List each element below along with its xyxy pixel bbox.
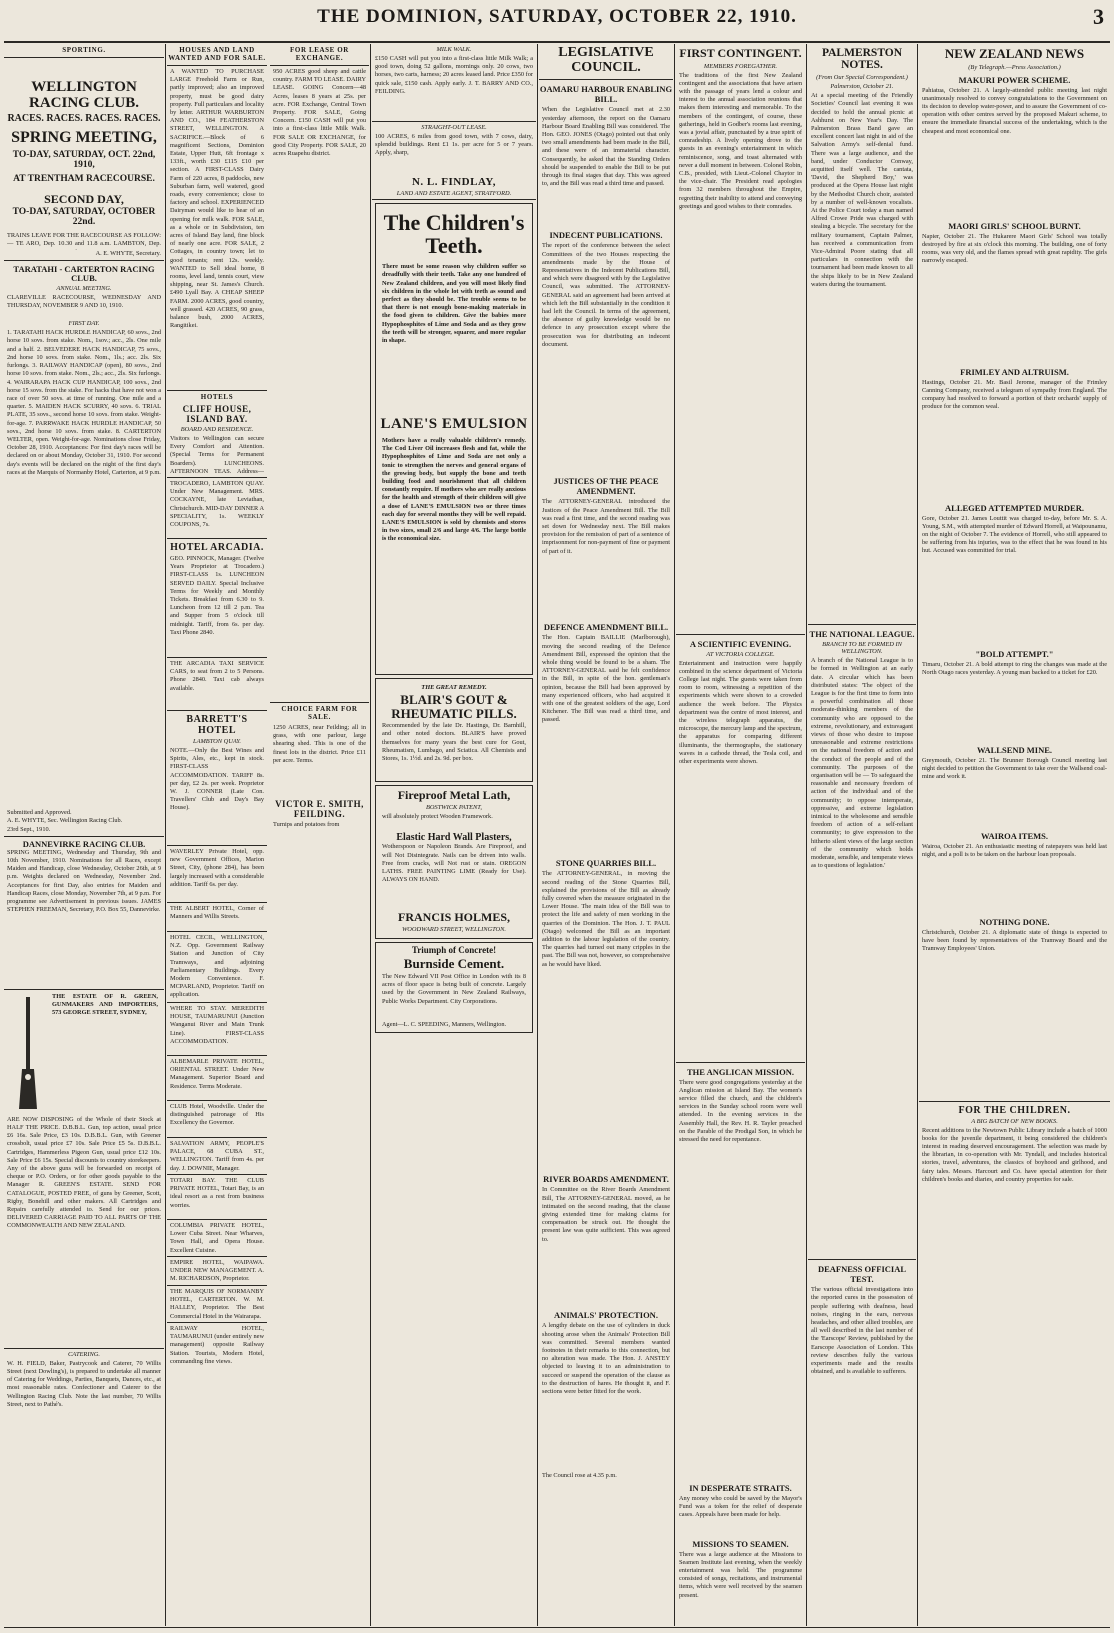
gun-body: ARE NOW DISPOSING of the Whole of their Stock at HALF THE PRICE. D.B.B.L. Gun, top action, usual price £6 16s. Sale Price, £3 10s. D.B.B.L. Gun, with Greener crossbolt, usual price £7 10s. Sale Price £5 5s. D.B.B.L. Cartridges, Hammerless Pigeon Gun, usual price £12 10s. Sale Price £6 15s. Special discounts to country storekeepers. Any of the above guns will be forwarded on receipt of cheque or P.O. Orders, or for other goods payable to the Manager R. GREEN'S ESTATE. SEND FOR CATALOGUE, POSTED FREE, of guns by Greener, Scott, Rigby, Bonehill and other makers. All Cartridges and Repairs carefully attended to. Send for our prices. DELIVERED CARRIAGE PAID TO ALL PARTS OF THE COMMONWEALTH AND NEW ZEALAND.	[7, 1115, 161, 1230]
article-heading: THE ANGLICAN MISSION.	[687, 1066, 794, 1077]
article-body: A branch of the National League is to be formed in Wellington at an early date. A circular which has been distributed states: 'The object of the League is for the first time to form into a powerful combination all those moderate-thinking members of the community who are opposed to the extreme, revolutionary, and extravagant views of those who desire to impose unreasonable and extreme restrictions on the national freedom of action and the conduct of the people and of the community. The purposes of the organisation will be — To safeguard the reasonable and necessary freedom of action of the individual and of the community; to oppose intemperate, oppressive, and extreme legislation inimical to the wholesome and sensible freedom of action of a self-reliant community; to give expression to the hitherto silent views of the large section of the community which holds moderate, sensible, and temperate views as to questions of legislation.'	[811, 657, 913, 870]
second-day: SECOND DAY,	[44, 191, 124, 206]
article-heading: OAMARU HARBOUR ENABLING BILL.	[539, 84, 673, 105]
article-heading: JUSTICES OF THE PEACE AMENDMENT.	[553, 476, 659, 497]
plaster-title: Elastic Hard Wall Plasters,	[396, 831, 512, 843]
article-heading: THE NATIONAL LEAGUE.	[809, 629, 915, 640]
holmes-address: WOODWARD STREET, WELLINGTON.	[401, 925, 507, 933]
houses-listings: A WANTED TO PURCHASE LARGE Freehold Farm or Run, partly improved; also an improved property, must be good dairy property. Full particulars and locality by letter. ARTHUR WARBURTON AND CO., 184 FEATHERSTON STREET, WELLINGTON. A SACRIFICE.—Block of 6 magnificent Sections, Dominion Estate, Upper Hutt, 6ft frontage x 133ft., worth £30 £115 £10 per section. A FIRST-CLASS Dairy Farm of 220 acres, 8 paddocks, new Suburban farm, well watered, good roads, every convenience; close to factory and school. EXPERIENCED Dairyman would like to hear of an opening for milk walk. FOR SALE, as a whole or in Subdivision, ten acres of Island Bay land, fine block of nearly one acre. FOR SALE, 2 Cottages, in country town; let to good tenants; rent 12s. weekly. WANTED to Sell ideal home, 8 rooms, level land, tennis court, view shipping, near St. James's Church. £490 Lyall Bay. A CHEAP SHEEP FARM. 2000 ACRES, good country, well grassed. 420 ACRES, 90 grass, balance bush, 2000 ACRES, Rangitikei.	[170, 68, 264, 330]
meeting-date: TO-DAY, SATURDAY, OCT. 22nd, 1910,	[12, 149, 156, 170]
article-body: At a special meeting of the Friendly Societies' Council last evening it was decided to hold the annual picnic at Ashhurst on New Year's Day. The Palmerston Brass Band gave an excellent concert last night in aid of the Salvation Army's self-denial fund. There was a large audience, and the band, under Conductor Conway, acquitted itself well. The cantata, 'David, the Shepherd Boy,' was produced at the Opera House last night by the Methodist Church choir, assisted by a number of well-known vocalists. At the Police Court today a man named Alfred Crowe Pride was charged with stealing a bicycle. The secretary for the military tournament, Captain Palmer, has received a communication from Vice-Admiral Poore stating that all particulars in connection with the tournament had been made known to all the ships likely to be in New Zealand waters during the tournament.	[811, 92, 913, 288]
masthead	[0, 0, 1114, 42]
train-times: TRAINS LEAVE FOR THE RACECOURSE AS FOLLOW:— TE ARO, Dep. 10.30 and 11.8 a.m. LAMBTON, Dep.	[7, 232, 161, 248]
club-name: WELLINGTON RACING CLUB.	[28, 79, 139, 111]
page-number: 3	[1093, 4, 1104, 29]
column-rule	[370, 44, 371, 1626]
metal-lath-advert	[375, 785, 533, 939]
second-day-date: TO-DAY, SATURDAY, OCTOBER 22nd.	[12, 207, 156, 228]
race-program: 1. TARATAHI HACK HURDLE HANDICAP, 60 sovs., 2nd horse 10 sovs. from stake. Nom., 1sov.; acc., 2ls. One mile and a half. 2. BELVEDERE HACK HANDICAP, 75 sovs., 2nd horse 10 sovs. from stake. Nom., 1ls.; acc. 2ls. Six furlongs. 3. RAILWAY HANDICAP (open), 80 sovs., 2nd horse 10 sovs. from stake. Nom., 2ls.; acc., 2ls. Six furlongs. 4. WAIRARAPA HACK CUP HANDICAP, 100 sovs., 2nd horse 15 sovs. from the stake. For hacks that have not won a race of over 50 sovs. at time of running. One mile and a quarter. 5. MAIDEN HACK SCURRY, 40 sovs. 6. TRIAL PLATE, 35 sovs., second horse 10 sovs. from stake. Weight-for-age. 7. PARRWAKE HACK HURDLE HANDICAP, 50 sovs., 2nd horse 10 sovs. from stake. 8. CARTERTON WELTER, open. Weight-for-age. Nominations close Friday, October 28, 1910. Acceptances: For first day's races will be declared on or about Monday, October 31, 1910. For second day's events will be declared on the night of the first day's races at the Marquis of Normanby Hotel, Carterton, at 9 p.m.	[7, 329, 161, 476]
cement-advert	[375, 942, 533, 1033]
approval-date: 23rd Sept., 1910.	[7, 825, 51, 833]
column-houses	[167, 44, 267, 1626]
metal-lath-body: will absolutely protect Wooden Framework.	[382, 812, 493, 820]
column-rule	[806, 44, 807, 1626]
lanes-emulsion-advert	[375, 203, 533, 675]
lanes-emulsion-body: Mothers have a really valuable children's remedy. The Cod Liver Oil increases flesh and fat, while the Hypophosphites of Lime and Soda are not only a tonic to strengthen the nerves and general organs of the growing body, but supply the bone and teeth building food and nourishment that all children constantly require. If mothers who are really anxious for the health and strength of their children will give a dose of LANE'S EMULSION two or three times each day for several months they will be well repaid. LANE'S EMULSION is sold by chemists and stores in two sizes, small 2/6 and large 4/6. The large bottle is the economical size.	[382, 436, 526, 543]
article-body: The ATTORNEY-GENERAL introduced the Justices of the Peace Amendment Bill. The Bill was read a first time, and the second reading was set down for Wednesday next. The Bill makes provision for the remission of part of a sentence of imprisonment for non-payment of fine or payment of part of it.	[542, 498, 670, 555]
article-body: Christchurch, October 21. A diplomatic state of things is expected to have been found by representatives of the Tramway Board and the Tramway Employees' Union.	[922, 928, 1107, 953]
lease-listings: 950 ACRES good sheep and cattle country. FARM TO LEASE. DAIRY LEASE. GOING Concern—48 Acres, leases 8 years at 25s. per acre. FOR Exchange, Central Town Property. FOR SALE, Going Concern. £150 CASH will put you into a first-class little Milk Walk. FOR SALE OR EXCHANGE, for good City Property. FOR SALE, 20 acres Ruapehu district.	[273, 68, 366, 158]
lease-heading: FOR LEASE OR EXCHANGE.	[290, 46, 349, 62]
waverley-ad: WAVERLEY Private Hotel, opp. new Government Offices, Marion Street, City, (phone 284), has been largely increased with a considerable addition. Tariff 6s. per day.	[170, 848, 264, 888]
blairs-pills-advert	[375, 678, 533, 782]
railway-hotel-ad: RAILWAY HOTEL, TAUMARUNUI (under entirely new management) opposite Railway Station. Tourists, Modern Hotel, commanding fine views.	[170, 1325, 264, 1365]
palmerston-dateline: Palmerston, October 21.	[830, 83, 894, 91]
cement-agent: Agent—L. C. SPEEDING, Manners, Wellington.	[382, 1020, 507, 1028]
plaster-body: Wotherspoon or Napoleon Brands. Are Fireproof, and will Not Disintegrate. Nails can be driven into walls. Free from cracks, will Not rust or stain. OREGON LATHS. FREE PAINTING LIME (Ready for Use). ALWAYS ON HAND.	[382, 843, 526, 884]
article-body: The Hon. Captain BAILLIE (Marlborough), moving the second reading of the Defence Amendment Bill, expressed the opinion that the whole thing would be found to be a sham. The ATTORNEY-GENERAL said he felt confidence in the Bill, in spite of the hon. gentleman's opinion, because the Bill had been approved by many experienced officers, who had acquired it with one of the greatest soldiers of the age, Lord Kitchener. The Bill was read a third time, and passed.	[542, 634, 670, 724]
findlay-sub: LAND AND ESTATE AGENT, STRATFORD.	[396, 190, 512, 197]
article-heading: DEFENCE AMENDMENT BILL.	[543, 622, 669, 633]
meeting-venue: AT TRENTHAM RACECOURSE.	[13, 173, 155, 184]
column-palmerston	[808, 44, 916, 1626]
page-bottom-rule	[4, 1627, 1110, 1628]
article-heading: MAORI GIRLS' SCHOOL BURNT.	[948, 220, 1081, 231]
article-heading: "BOLD ATTEMPT."	[975, 648, 1054, 659]
palmerston-title: PALMERSTON NOTES.	[821, 47, 903, 72]
article-body: There were good congregations yesterday at the Anglican mission at Island Bay. The women's service filled the church, and the children's services in the Sunday school room were well attended. In the evening services in the Assembly Hall, the Rev. H. R. Tayler preached on the Parable of the Prodigal Son, in which he stressed the need for repentance.	[679, 1078, 802, 1144]
empire-ad: EMPIRE HOTEL, WAIPAWA. UNDER NEW MANAGEMENT. A. M. RICHARDSON, Proprietor.	[170, 1259, 264, 1283]
palmerston-source: (From Our Special Correspondent.)	[816, 74, 908, 82]
barretts-body: NOTE.—Only the Best Wines and Spirits, Ales, etc., kept in stock. FIRST-CLASS ACCOMMODATION. TARIFF 8s. per day, £2 2s. per week. Proprietor W. J. CONNER (Late Con. Travellers' Club and Day's Bay House).	[170, 747, 264, 812]
taratahi-heading: TARATAHI - CARTERTON RACING CLUB.	[13, 264, 155, 284]
lease-heading-2: STRAIGHT-OUT LEASE.	[421, 124, 487, 131]
contingent-sub: MEMBERS FOREGATHER.	[703, 62, 778, 70]
crop-line: Turnips and potatoes from	[273, 821, 340, 828]
marquis-ad: THE MARQUIS OF NORMANBY HOTEL, CARTERTON. W. M. HALLEY, Proprietor. The Best Commercial Hotel in the Wairarapa.	[170, 1288, 264, 1320]
metal-lath-sub: BOSTWICK PATENT,	[426, 803, 482, 811]
columbia-ad: COLUMBIA PRIVATE HOTEL, Lower Cuba Street. Near Wharves, Town Hall, and Opera House. Excellent Cuisine.	[170, 1222, 264, 1254]
lease-body-2: 100 ACRES, 6 miles from good town, with 7 cows, dairy, splendid buildings. Rent £1 1s. per acre for 5 or 7 years. Apply, sharp,	[375, 133, 533, 157]
gun-heading: THE ESTATE OF R. GREEN, GUNMAKERS AND IMPORTERS, 573 GEORGE STREET, SYDNEY,	[52, 992, 158, 1017]
article-heading: WAIROA ITEMS.	[980, 830, 1049, 841]
article-body: Timaru, October 21. A bold attempt to ring the changes was made at the North Otago races yesterday. A young man backed to a ticket for £20.	[922, 660, 1107, 676]
lanes-emulsion-title: LANE'S EMULSION	[380, 416, 528, 433]
nz-news-source: (By Telegraph.—Press Association.)	[968, 63, 1061, 71]
salvation-army-ad: SALVATION ARMY, PEOPLE'S PALACE, 68 CUBA ST., WELLINGTON. Tariff from 4s. per day. J. DOWNIE, Manager.	[170, 1140, 264, 1172]
article-heading: FOR THE CHILDREN.	[958, 1104, 1071, 1116]
article-sub: BRANCH TO BE FORMED IN WELLINGTON.	[822, 641, 902, 656]
cliff-house-heading: CLIFF HOUSE, ISLAND BAY.	[182, 404, 252, 424]
holmes-name: FRANCIS HOLMES,	[397, 910, 510, 925]
trocadero-ad: TROCADERO, LAMBTON QUAY. Under New Management. MRS. COCKAYNE, late Leviathan, Christchurch. MID-DAY DINNER A SPECIALITY, 1s. WEEKLY COUPONS, 7s.	[170, 480, 264, 529]
section-title: HOUSES AND LAND WANTED AND FOR SALE.	[168, 46, 266, 62]
rifle-illustration	[7, 993, 49, 1113]
article-sub: AT VICTORIA COLLEGE.	[706, 650, 775, 658]
article-body: The ATTORNEY-GENERAL, in moving the second reading of the Stone Quarries Bill, explained the provisions of the Bill as already fully covered when the measure originated in the Lower House. The main idea of the Bill was to protect the life and safety of men working in the quarries of the Dominion. The Hon. J. T. PAUL (Otago) welcomed the Bill as an important addition to the labour legislation of the country. The quarries had turned out many cripples in the past. The Bill was not, however, so comprehensive as he would have liked.	[542, 870, 670, 968]
column-rule	[537, 44, 538, 1626]
article-body: Recent additions to the Newtown Public Library include a batch of 1000 books for the juvenile department, it being considered the children's interest in reading deserved encouragement. The selection was made by the librarian, in co-operation with Mr. Tyndall, and includes historical stories, travel, adventures, the classics of boyhood and girlhood, and fairy tales. Messrs. Harcourt and Co. have special attention for their children's books and diaries, and country properties for sale.	[922, 1126, 1107, 1183]
blair-title: BLAIR'S GOUT & RHEUMATIC PILLS.	[391, 691, 517, 721]
article-heading: A SCIENTIFIC EVENING.	[689, 638, 792, 649]
approval-signature: A. E. WHYTE, Sec. Wellington Racing Club.	[7, 817, 123, 825]
nz-news-title: NEW ZEALAND NEWS	[944, 46, 1085, 61]
albert-ad: THE ALBERT HOTEL, Corner of Manners and Willis Streets.	[170, 905, 264, 921]
signature: A. E. WHYTE, Secretary.	[95, 250, 161, 258]
totari-ad: TOTARI BAY. THE CLUB PRIVATE HOTEL, Totari Bay, is an ideal resort as a rest from business worries.	[170, 1177, 264, 1209]
column-rule	[165, 44, 166, 1626]
catering-body: W. H. FIELD, Baker, Pastrycook and Caterer, 70 Willis Street (next Dowling's), is prepared to undertake all manner of Catering for Weddings, Parties, Banquets, Dances, etc., at most reasonable rates. Confectioner and Caterer to the Wellington Racing Club. Note the last number, 70 Willis Street, next to Pathé's.	[7, 1359, 161, 1408]
advert-title: The Children's Teeth.	[383, 210, 525, 259]
column-adverts	[372, 44, 536, 1626]
article-body: Greymouth, October 21. The Brunner Borough Council meeting last night decided to petition the Government to take over the Wallsend coal-mine and work it.	[922, 756, 1107, 781]
choice-farm-heading: CHOICE FARM FOR SALE.	[281, 705, 358, 721]
milk-walk-body: £150 CASH will put you into a first-class little Milk Walk; a good town, doing 52 gallons, mornings only. 20 cows, two horses, two carts, harness; 20 acres leased land. Price £350 for quick sale, £150 cash. Apply early. J. T. BARRY AND CO., FEILDING.	[375, 55, 533, 95]
races-line: RACES. RACES. RACES. RACES.	[7, 112, 161, 124]
article-footer: The Council rose at 4.35 p.m.	[542, 1472, 617, 1480]
victor-smith: VICTOR E. SMITH, FEILDING.	[275, 799, 364, 819]
column-legislative	[539, 44, 673, 1626]
column-contingent	[676, 44, 805, 1626]
choice-farm-body: 1250 ACRES, near Feilding; all in grass, with one parlour, large shearing shed. This is one of the finest lots in the district. Price £11 per acre. Terms.	[273, 724, 366, 764]
contingent-title: FIRST CONTINGENT.	[679, 46, 802, 60]
article-body: In Committee on the River Boards Amendment Bill, The ATTORNEY-GENERAL moved, as he intimated on the second reading, that the clause giving extended time for making claims for compensation be struck out. He thought the present law was quite sufficient. This was agreed to.	[542, 1186, 670, 1243]
first-day-label: FIRST DAY.	[68, 320, 100, 328]
arcadia-heading: HOTEL ARCADIA.	[170, 542, 264, 553]
blair-heading: THE GREAT REMEDY.	[421, 683, 487, 691]
article-heading: MAKURI POWER SCHEME.	[958, 74, 1071, 85]
article-body: The various official investigations into the reported cures in the possession of people suffering with deafness, head noises, ringing in the ears, nervous headaches, and other allied troubles, are all well described in the last number of the 'Earscope' Review, published by the Earscope Association of London. This review describes fully the various experiments made and the results obtained, and is available to sufferers.	[811, 1286, 913, 1376]
column-sporting	[4, 44, 164, 1626]
taxi-ad: THE ARCADIA TAXI SERVICE CARS, to seat from 2 to 5 Persons. Phone 2840. Taxi cab always available.	[170, 660, 264, 692]
article-heading: RIVER BOARDS AMENDMENT.	[543, 1174, 669, 1185]
article-body: Pahiatua, October 21. A largely-attended public meeting last night unanimously resolved to convey congratulations to the Government on its decision to develop water-power, and to assure the Government of co-operation with other centres served by the proposed Makuri scheme, to ensure the immediate financial success of the undertaking, which is the cheapest and most economical one.	[922, 86, 1107, 135]
barretts-location: LAMBTON QUAY.	[193, 738, 241, 745]
article-body: The traditions of the first New Zealand contingent and the associations that have arisen with the passage of years lend a colour and interest to the annual association reunions that makes them interesting and memorable. To the members of the contingent, of course, these gatherings, held in Godber's rooms last evening, was a jovial affair, punctuated by a true spirit of comradeship. A lively opening drove to the guests in an evening's entertainment in which reminiscence, song, and toast alternated with never a dull moment in between. Colonel Robin, C.B., presided, with Lieut.-Colonel Chaytor in the vice-chair. The President read apologies from 32 members throughout the Empire, regretting their inability to attend and conveying greetings and good wishes to their comrades.	[679, 71, 802, 210]
column-nz-news	[919, 44, 1110, 1626]
article-heading: NOTHING DONE.	[979, 916, 1050, 927]
article-body: Entertainment and instruction were happily combined in the science department of Victoria College last night. The guests were taken from room to room, witnessing a repetition of the experiments which were shown to a crowded audience the week before. The Physics department was the centre of most interest, and the wireless telegraph apparatus, the microscope, the mercury lamp and the spectrum, the apparatus for comparing different illuminants, the thermographs, the stationary waves in a cathode thread, the Tesla coil, and other experiments were shown.	[679, 659, 802, 766]
article-body: A lengthy debate on the use of cylinders in duck shooting arose when the Animals' Protection Bill was committed. Several members wanted footnotes in their remarks to this connection, but no alteration was made. The Hon. J. ANSTEY objected to leaving it to an administration to succeed or suspend the operation of the clause as to the destruction of hares. He thought it, and F. sections were better fitted for the work.	[542, 1322, 670, 1395]
clareville-dates: CLAREVILLE RACECOURSE, WEDNESDAY AND THURSDAY, NOVEMBER 9 AND 10, 1910.	[7, 294, 161, 310]
annual-meeting: ANNUAL MEETING.	[56, 285, 112, 293]
club-hotel-ad: CLUB Hotel, Woodville. Under the distinguished patronage of His Excellency the Governor.	[170, 1103, 264, 1127]
article-body: There was a large audience at the Missions to Seamen Institute last evening, when the weekly entertainment was held. The programme consisted of songs, recitations, and instrumental items, which were well received by the seamen present.	[679, 1550, 802, 1599]
masthead-rule	[4, 41, 1110, 43]
cement-title: Burnside Cement.	[403, 956, 505, 972]
cliff-house-body: Visitors to Wellington can secure Every Comfort and Attention. (Special Terms for Permanent Boarders). LUNCHEONS. AFTERNOON TEAS. Address—	[170, 435, 264, 475]
article-heading: ALLEGED ATTEMPTED MURDER.	[945, 502, 1084, 513]
dannevirke-body: SPRING MEETING, Wednesday and Thursday, 9th and 10th November, 1910. Nominations for all Races, except Maiden and Handicap, close Wednesday, October 26th, at 9 p.m. Weights declared on Wednesday, November 2nd. Acceptances for first Day, also entries for Maiden and Handicap Races, close Monday, November 7th, at 9 p.m. For programme see Advertisement in previous issues. JAMES STEPHEN FREEMAN, Secretary, P.O. Box 55, Dannevirke.	[7, 848, 161, 914]
article-body: Gore, October 21. James Louttit was charged to-day, before Mr. S. A. Young, S.M., with attempted murder of Edward Horrell, at Waipounamu, on the night of October 7. The evidence of Horrell, who still appeared to be suffering from his injuries, was to the effect that he was found in his hut. Accused was committed for trial.	[922, 514, 1107, 555]
article-body: The report of the conference between the select Committees of the two Houses respecting the amendments made by the House of Representatives in the Indecent Publications Bill, and which were disagreed with by the Legislative Council, was submitted. The ATTORNEY-GENERAL said an agreement had been arrived at which left the Bill substantially in the condition it had left the Council. In terms of the agreement, the absence of guilty knowledge would be no defence in any prosecution except where the prosecution was for distributing an indecent document.	[542, 242, 670, 348]
article-heading: INDECENT PUBLICATIONS.	[549, 230, 663, 241]
section-title: SPORTING.	[62, 46, 106, 54]
metal-lath-title: Fireproof Metal Lath,	[397, 788, 511, 803]
hotels-heading: HOTELS	[200, 393, 234, 401]
albemarle-ad: ALBEMARLE PRIVATE HOTEL, ORIENTAL STREET. Under New Management. Superior Board and Residence. Terms Moderate.	[170, 1058, 264, 1090]
article-body: Wairoa, October 21. An enthusiastic meeting of ratepayers was held last night, and a poll is to be taken on the harbour loan proposals.	[922, 842, 1107, 858]
findlay-name: N. L. FINDLAY,	[411, 176, 497, 188]
legislative-title: LEGISLATIVE COUNCIL.	[558, 45, 654, 75]
article-body: Napier, October 21. The Hukarere Maori Girls' School was totally destroyed by fire at six o'clock this morning. The building, one of forty rooms, was very old, and the flames spread with great rapidity. The girls narrowly escaped.	[922, 232, 1107, 265]
newspaper-title: THE DOMINION, SATURDAY, OCTOBER 22, 1910.	[317, 6, 797, 27]
article-body: Hastings, October 21. Mr. Basil Jerome, manager of the Frimley Canning Company, received a telegram of sympathy from England. The company had resolved to forward a portion of their orchards' supply of produce for the common weal.	[922, 378, 1107, 411]
article-heading: FRIMLEY AND ALTRUISM.	[960, 366, 1069, 377]
article-heading: STONE QUARRIES BILL.	[555, 858, 657, 869]
article-heading: ANIMALS' PROTECTION.	[554, 1310, 658, 1321]
approval-note: Submitted and Approved.	[7, 809, 72, 817]
barretts-heading: BARRETT'S HOTEL	[186, 714, 248, 736]
dannevirke-heading: DANNEVIRKE RACING CLUB.	[22, 838, 146, 849]
meeting-title: SPRING MEETING,	[11, 129, 157, 146]
cliff-house-sub: BOARD AND RESIDENCE.	[180, 426, 254, 433]
article-heading: WALLSEND MINE.	[976, 744, 1053, 755]
gun-advert	[7, 993, 161, 1113]
column-rule	[917, 44, 918, 1626]
where-to-stay-ad: WHERE TO STAY. MEREDITH HOUSE, TAUMARUNUI (Junction Wanganui River and Main Trunk Line). FIRST-CLASS ACCOMMODATION.	[170, 1005, 264, 1045]
blair-body: Recommended by the late Dr. Hastings, Dr. Barnhill, and other noted doctors. BLAIR'S have proved themselves for many years the best cure for Gout, Rheumatism, Lumbago, and Sciatica. All Chemists and Stores, 1s. 1½d. and 2s. 9d. per box.	[382, 722, 526, 763]
milk-walk-heading: MILK WALK.	[436, 46, 472, 53]
column-choice-farm	[270, 700, 369, 1600]
article-heading: DEAFNESS OFFICIAL TEST.	[817, 1264, 907, 1285]
cecil-ad: HOTEL CECIL, WELLINGTON, N.Z. Opp. Government Railway Station and Junction of City Tramways, and adjoining Parliamentary Buildings. Every Modern Convenience. F. MCPARLAND, Proprietor. Tariff on application.	[170, 934, 264, 999]
article-sub: A BIG BATCH OF NEW BOOKS.	[971, 1117, 1058, 1125]
article-body: Any money who could be saved by the Mayor's Fund was a token for the relief of desperate cases. Appeals have been made for help.	[679, 1494, 802, 1518]
article-heading: MISSIONS TO SEAMEN.	[692, 1538, 789, 1549]
arcadia-body: GEO. PINNOCK, Manager. (Twelve Years Proprietor at Trocadero.) FIRST-CLASS 1s. LUNCHEON SERVED DAILY. Special Inclusive Terms for Weekly and Monthly Tickets. Breakfast from 6.30 to 9. Luncheon from 12 till 2 p.m. Tea and Supper from 5 o'clock till midnight. Tariff, from 6s. per day. Taxi Phone 2840.	[170, 555, 264, 636]
cement-body: The New Edward VII Post Office in London with its 8 acres of floor space is being built of concrete. Largely used by the Government in New Zealand Railways, Public Works Department. City Corporations.	[382, 972, 526, 1005]
article-body: When the Legislative Council met at 2.30 yesterday afternoon, the report on the Oamaru Harbour Board Enabling Bill was considered. The Hon. GEO. JONES (Otago) pointed out that only two small amendments had been made in the Bill, and these were of an immaterial character. Consequently, he asked that the Standing Orders should be suspended to enable the Bill to be put through its final stages that day. This was agreed to, and the Bill was read a third time and passed.	[542, 106, 670, 188]
cement-heading: Triumph of Concrete!	[411, 944, 497, 955]
article-heading: IN DESPERATE STRAITS.	[689, 1482, 792, 1493]
advert-body: There must be some reason why children suffer so dreadfully with their teeth. Take any one hundred of New Zealand children, and you will most likely find six children in the whole lot with teeth as sound and perfect as they should be. The trouble seems to be that there is not enough bone-making materials in the food given to children. Give the babies more Hypophosphites of Lime and Soda and as they grow the teeth will be stronger, squarer, and more regular in shape.	[382, 263, 526, 345]
column-rule	[674, 44, 675, 1626]
catering-heading: CATERING.	[68, 1350, 100, 1358]
